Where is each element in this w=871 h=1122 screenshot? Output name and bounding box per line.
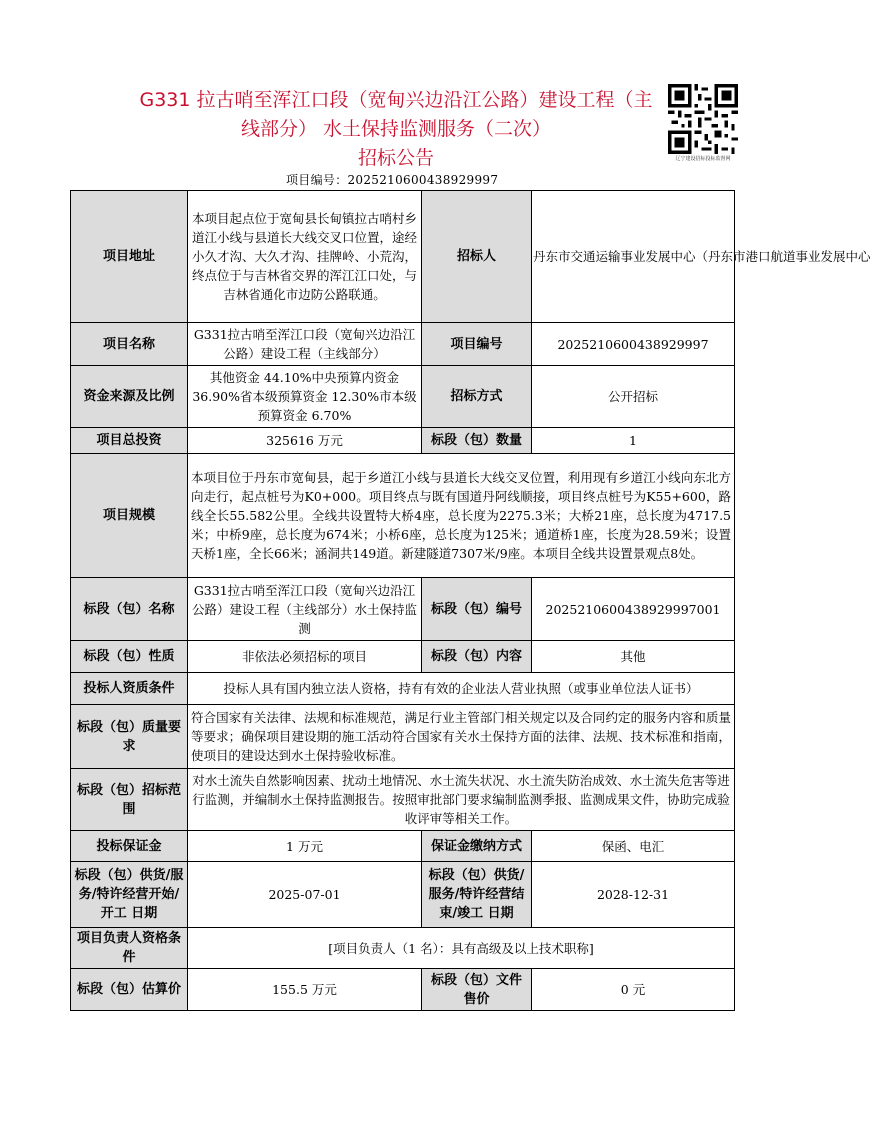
value-bond-payment-method: 保函、电汇 <box>532 831 735 862</box>
value-quality-requirements: 符合国家有关法律、法规和标准规范，满足行业主管部门相关规定以及合同约定的服务内容和质量等要求；确保项目建设期的施工活动符合国家有关水土保持方面的法律、法规、技术标准和指南，使项目的建设达到水土保持验收标准。 <box>188 705 735 769</box>
label-project-number: 项目编号 <box>422 323 532 366</box>
label-bid-scope: 标段（包）招标范围 <box>71 769 188 831</box>
value-funding-source: 其他资金 44.10%中央预算内资金 36.90%省本级预算资金 12.30%市本级预算资金 6.70% <box>188 366 422 428</box>
row-qualification <box>71 673 735 705</box>
notice-title <box>118 86 674 173</box>
project-number-line: 项目编号：2025210600438929997 <box>286 173 499 187</box>
label-lot-nature: 标段（包）性质 <box>71 641 188 673</box>
value-project-address: 本项目起点位于宽甸县长甸镇拉古哨村乡道江小线与县道长大线交叉口位置，途经小久才沟、大久才沟、挂牌岭、小荒沟，终点位于与吉林省交界的浑江江口处，与吉林省通化市边防公路联通。 <box>188 191 422 323</box>
label-bid-bond: 投标保证金 <box>71 831 188 862</box>
row-bid-scope <box>71 769 735 831</box>
row-lot-nature <box>71 641 735 673</box>
value-total-investment: 325616 万元 <box>188 428 422 454</box>
qr-caption: 辽宁建设招标投标监督网 <box>675 156 731 162</box>
value-lot-name: G331拉古哨至浑江口段（宽甸兴边沿江公路）建设工程（主线部分）水土保持监测 <box>188 578 422 641</box>
value-tender-method: 公开招标 <box>532 366 735 428</box>
label-tender-method: 招标方式 <box>422 366 532 428</box>
qr-code-icon <box>668 84 738 154</box>
label-estimated-price: 标段（包）估算价 <box>71 969 188 1011</box>
row-manager <box>71 928 735 969</box>
row-bond <box>71 831 735 862</box>
label-bidder-qualification: 投标人资质条件 <box>71 673 188 705</box>
label-lot-content: 标段（包）内容 <box>422 641 532 673</box>
label-lot-count: 标段（包）数量 <box>422 428 532 454</box>
value-document-price: 0 元 <box>532 969 735 1011</box>
label-start-date: 标段（包）供货/服务/特许经营开始/开工 日期 <box>71 862 188 928</box>
row-quality <box>71 705 735 769</box>
value-start-date: 2025-07-01 <box>188 862 422 928</box>
label-manager-qualification: 项目负责人资格条件 <box>71 928 188 969</box>
label-lot-number: 标段（包）编号 <box>422 578 532 641</box>
label-lot-name: 标段（包）名称 <box>71 578 188 641</box>
label-tenderer: 招标人 <box>422 191 532 323</box>
tender-info-table <box>70 190 871 1011</box>
row-dates <box>71 862 735 928</box>
row-investment <box>71 428 735 454</box>
value-manager-qualification: [项目负责人（1 名）：具有高级及以上技术职称] <box>188 928 735 969</box>
value-end-date: 2028-12-31 <box>532 862 735 928</box>
row-project-scale <box>71 454 735 578</box>
value-lot-nature: 非依法必须招标的项目 <box>188 641 422 673</box>
value-project-name: G331拉古哨至浑江口段（宽甸兴边沿江公路）建设工程（主线部分） <box>188 323 422 366</box>
value-project-number: 2025210600438929997 <box>532 323 735 366</box>
label-funding-source: 资金来源及比例 <box>71 366 188 428</box>
label-total-investment: 项目总投资 <box>71 428 188 454</box>
label-project-address: 项目地址 <box>71 191 188 323</box>
title-line-2: 线部分） 水土保持监测服务（二次） <box>240 118 552 140</box>
value-bidder-qualification: 投标人具有国内独立法人资格，持有有效的企业法人营业执照（或事业单位法人证书） <box>188 673 735 705</box>
value-bid-scope: 对水土流失自然影响因素、扰动土地情况、水土流失状况、水土流失防治成效、水土流失危害等进行监测，并编制水土保持监测报告。按照审批部门要求编制监测季报、监测成果文件，协助完成验收评审等相关工作。 <box>188 769 735 831</box>
label-project-name: 项目名称 <box>71 323 188 366</box>
title-line-3: 招标公告 <box>357 147 434 169</box>
value-estimated-price: 155.5 万元 <box>188 969 422 1011</box>
value-lot-count: 1 <box>532 428 735 454</box>
label-quality-requirements: 标段（包）质量要求 <box>71 705 188 769</box>
label-end-date: 标段（包）供货/服务/特许经营结束/竣工 日期 <box>422 862 532 928</box>
label-bond-payment-method: 保证金缴纳方式 <box>422 831 532 862</box>
value-lot-content: 其他 <box>532 641 735 673</box>
row-lot-name <box>71 578 735 641</box>
value-tenderer: 丹东市交通运输事业发展中心（丹东市港口航道事业发展中心 <box>532 191 735 323</box>
value-project-scale: 本项目位于丹东市宽甸县，起于乡道江小线与县道长大线交叉位置，利用现有乡道江小线向东北方向走行，起点桩号为K0+000。项目终点与既有国道丹阿线顺接，项目终点桩号为K55+600，路线全长55.582公里。全线共设置特大桥4座，总长度为2275.3米；大桥21座，总长度为4717.5米；中桥9座，总长度为674米；小桥6座，总长度为125米；通道桥1座，长度为28.59米；设置天桥1座，全长66米；涵洞共149道。新建隧道7307米/9座。本项目全线共设置景观点8处。 <box>188 454 735 578</box>
row-project-name <box>71 323 735 366</box>
title-line-1: G331 拉古哨至浑江口段（宽甸兴边沿江公路）建设工程（主 <box>139 89 653 111</box>
row-address <box>71 191 735 323</box>
value-bid-bond: 1 万元 <box>188 831 422 862</box>
label-document-price: 标段（包）文件售价 <box>422 969 532 1011</box>
row-funding <box>71 366 735 428</box>
row-estimate <box>71 969 735 1011</box>
label-project-scale: 项目规模 <box>71 454 188 578</box>
value-lot-number: 2025210600438929997001 <box>532 578 735 641</box>
